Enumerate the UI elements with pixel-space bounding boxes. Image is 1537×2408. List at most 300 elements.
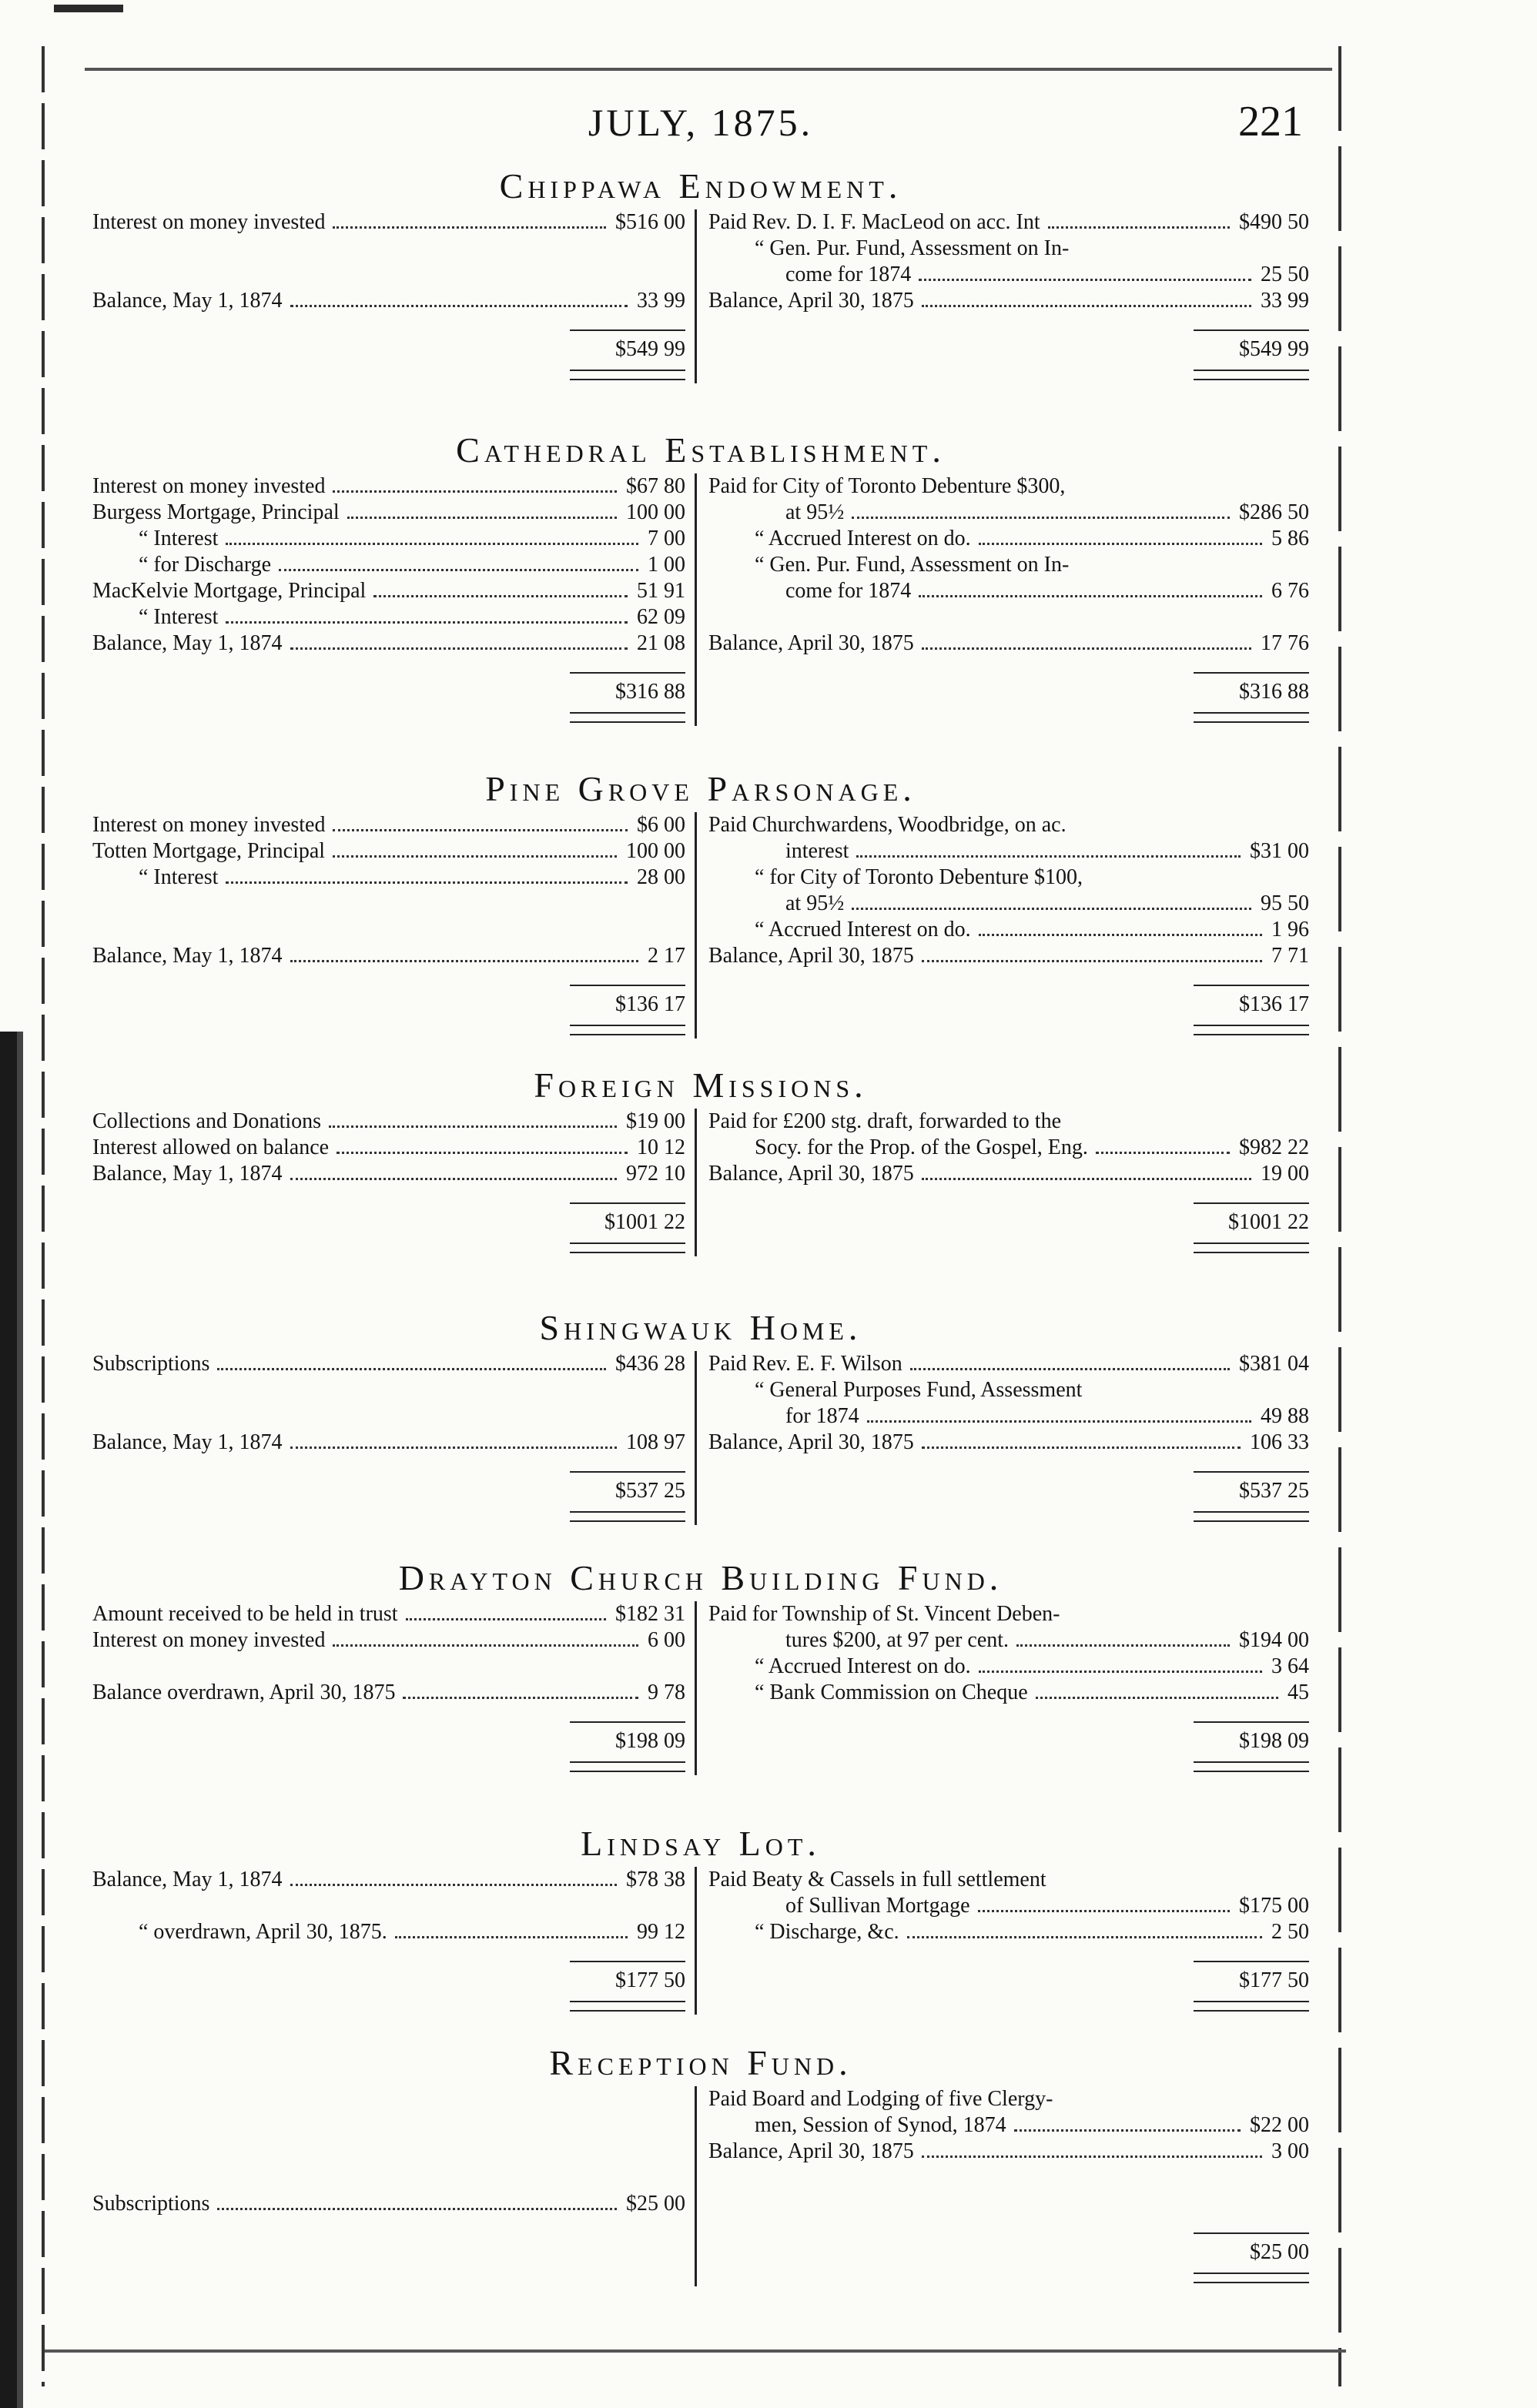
total-rule [570, 1471, 685, 1473]
entry-label: Balance, April 30, 1875 [708, 289, 914, 313]
entry-amount: 3 00 [1271, 2139, 1309, 2163]
entry-label: “ Interest [139, 527, 219, 550]
leader-dots [1014, 2129, 1241, 2132]
entry-label: Balance, April 30, 1875 [708, 631, 914, 655]
ledger-row [708, 1161, 1309, 1187]
entry-label: Totten Mortgage, Principal [92, 839, 326, 863]
entry-label: Paid Rev. D. I. F. MacLeod on acc. Int [708, 210, 1040, 234]
total-amount: $198 09 [1239, 1729, 1309, 1753]
entry-label: Amount received to be held in trust [92, 1602, 398, 1626]
ledger-row [708, 2112, 1309, 2139]
ledger-row [708, 1601, 1309, 1627]
ledger-row [708, 1430, 1309, 1456]
ledger-row [92, 473, 685, 500]
corner-mark [54, 5, 123, 12]
ledger-section [92, 163, 1309, 391]
section-columns [92, 1601, 1309, 1783]
debit-column [92, 1109, 685, 1264]
entry-amount: $67 80 [626, 474, 685, 498]
leader-dots [852, 517, 1230, 519]
entry-label: MacKelvie Mortgage, Principal [92, 579, 367, 603]
ledger-row [92, 812, 685, 838]
leader-dots [373, 595, 628, 597]
entry-label: come for 1874 [785, 579, 912, 603]
page-title: JULY, 1875. [588, 101, 814, 144]
total-rule [570, 1202, 685, 1204]
ledger-row [92, 1135, 685, 1161]
ledger-section [92, 2040, 1309, 2294]
section-title: Reception Fund. [549, 2043, 852, 2082]
entry-label: Balance, April 30, 1875 [708, 944, 914, 968]
leader-dots [333, 226, 606, 229]
entry-label: “ Gen. Pur. Fund, Assessment on In- [755, 553, 1070, 577]
entry-amount: 95 50 [1261, 891, 1309, 915]
section-total [570, 1721, 685, 1772]
leader-dots [406, 1618, 606, 1620]
ledger-section [92, 1062, 1309, 1264]
ledger-row [92, 2165, 685, 2191]
double-rule [1194, 2001, 1309, 2012]
bottom-border [45, 2349, 1346, 2353]
entry-label: Socy. for the Prop. of the Gospel, Eng. [755, 1135, 1088, 1159]
entry-label: Paid for £200 stg. draft, forwarded to the [708, 1109, 1061, 1133]
entry-label: “ overdrawn, April 30, 1875. [139, 1920, 387, 1944]
total-rule [1194, 672, 1309, 674]
leader-dots [333, 490, 617, 493]
entry-label: Balance, May 1, 1874 [92, 631, 283, 655]
entry-amount: $22 00 [1250, 2113, 1309, 2137]
entry-amount: $516 00 [615, 210, 685, 234]
ledger-row [92, 917, 685, 943]
leader-dots [1016, 1644, 1230, 1647]
entry-label: “ General Purposes Fund, Assessment [755, 1378, 1083, 1402]
section-columns [92, 1351, 1309, 1533]
section-total [1194, 1202, 1309, 1253]
entry-amount: $6 00 [637, 813, 685, 837]
total-amount: $537 25 [615, 1479, 685, 1503]
entry-amount: $286 50 [1239, 500, 1309, 524]
section-total [1194, 1961, 1309, 2012]
leader-dots [922, 647, 1251, 650]
total-rule [570, 1961, 685, 1962]
leader-dots [217, 2208, 617, 2210]
ledger-row [708, 1680, 1309, 1706]
ledger-section [92, 766, 1309, 1046]
ledger-row [92, 500, 685, 526]
entry-amount: 6 76 [1271, 579, 1309, 603]
entry-label: Collections and Donations [92, 1109, 322, 1133]
entry-label: “ Accrued Interest on do. [755, 1654, 971, 1678]
entry-label: “ Accrued Interest on do. [755, 527, 971, 550]
leader-dots [856, 855, 1241, 858]
ledger-row [92, 1627, 685, 1654]
entry-label: Balance, May 1, 1874 [92, 1868, 283, 1891]
entry-amount: 10 12 [637, 1135, 685, 1159]
entry-amount: 51 91 [637, 579, 685, 603]
entry-amount: 25 50 [1261, 263, 1309, 286]
leader-dots [979, 934, 1262, 936]
leader-dots [403, 1697, 638, 1699]
ledger-row [708, 1893, 1309, 1919]
ledger-row [92, 1377, 685, 1403]
entry-label: Balance overdrawn, April 30, 1875 [92, 1681, 396, 1704]
debit-column [92, 1601, 685, 1783]
double-rule [1194, 1025, 1309, 1035]
ledger-row [92, 1351, 685, 1377]
double-rule [570, 1025, 685, 1035]
leader-dots [910, 1368, 1230, 1370]
ledger-section [92, 1305, 1309, 1533]
entry-amount: $436 28 [615, 1352, 685, 1376]
total-rule [1194, 1721, 1309, 1723]
leader-dots [395, 1936, 628, 1938]
total-amount: $136 17 [1239, 992, 1309, 1016]
section-title: Foreign Missions. [534, 1065, 868, 1105]
entry-amount: 7 71 [1271, 944, 1309, 968]
entry-amount: 62 09 [637, 605, 685, 629]
entry-label: Paid Rev. E. F. Wilson [708, 1352, 902, 1376]
leader-dots [333, 1644, 638, 1647]
credit-column [708, 1109, 1309, 1264]
ledger-row [708, 2191, 1309, 2217]
double-rule [570, 1511, 685, 1522]
right-margin-rule [1338, 46, 1341, 2386]
entry-amount: $490 50 [1239, 210, 1309, 234]
entry-label: men, Session of Synod, 1874 [755, 2113, 1006, 2137]
entry-label: “ for City of Toronto Debenture $100, [755, 865, 1083, 889]
double-rule [570, 2001, 685, 2012]
double-rule [1194, 2273, 1309, 2283]
ledger-row [708, 578, 1309, 604]
leader-dots [867, 1420, 1251, 1423]
column-divider [695, 1867, 697, 2015]
entry-label: Paid Board and Lodging of five Clergy- [708, 2087, 1053, 2111]
ledger-row [92, 838, 685, 865]
ledger-row [92, 1654, 685, 1680]
ledger-row [92, 1601, 685, 1627]
entry-label: “ Interest [139, 865, 219, 889]
entry-label: Paid for City of Toronto Debenture $300, [708, 474, 1066, 498]
entry-amount: 100 00 [626, 500, 685, 524]
ledger-row [92, 630, 685, 657]
entry-amount: 45 [1288, 1681, 1309, 1704]
leader-dots [1036, 1697, 1278, 1699]
ledger-row [708, 1109, 1309, 1135]
credit-column [708, 209, 1309, 391]
debit-column [92, 209, 685, 391]
entry-amount: $194 00 [1239, 1628, 1309, 1652]
leader-dots [1048, 226, 1230, 229]
total-rule [570, 329, 685, 331]
entry-amount: 2 17 [648, 944, 685, 968]
entry-label: “ Accrued Interest on do. [755, 918, 971, 941]
entry-amount: $78 38 [626, 1868, 685, 1891]
entry-label: Paid Beaty & Cassels in full settlement [708, 1868, 1046, 1891]
entry-amount: 1 00 [648, 553, 685, 577]
entry-amount: 2 50 [1271, 1920, 1309, 1944]
entry-amount: 21 08 [637, 631, 685, 655]
total-rule [1194, 1961, 1309, 1962]
leader-dots [979, 1671, 1262, 1673]
total-rule [570, 985, 685, 986]
entry-amount: 3 64 [1271, 1654, 1309, 1678]
entry-amount: 17 76 [1261, 631, 1309, 655]
leader-dots [922, 1178, 1251, 1180]
entry-amount: 1 96 [1271, 918, 1309, 941]
leader-dots [226, 621, 628, 624]
ledger-row [92, 891, 685, 917]
section-title: Lindsay Lot. [581, 1824, 821, 1863]
ledger-row [92, 1403, 685, 1430]
leader-dots [907, 1936, 1262, 1938]
total-rule [1194, 985, 1309, 986]
entry-amount: 33 99 [1261, 289, 1309, 313]
ledger-row [92, 578, 685, 604]
debit-column [92, 812, 685, 1046]
leader-dots [290, 305, 628, 307]
debit-column [92, 1351, 685, 1533]
leader-dots [922, 960, 1262, 962]
entry-amount: 99 12 [637, 1920, 685, 1944]
ledger-row [708, 262, 1309, 288]
total-amount: $1001 22 [1228, 1210, 1309, 1234]
double-rule [1194, 1242, 1309, 1253]
leader-dots [978, 1910, 1230, 1912]
total-rule [1194, 2232, 1309, 2234]
leader-dots [329, 1125, 617, 1128]
column-divider [695, 1109, 697, 1256]
ledger-section [92, 1555, 1309, 1783]
section-total [1194, 1721, 1309, 1772]
ledger-row [708, 2086, 1309, 2112]
entry-amount: 9 78 [648, 1681, 685, 1704]
double-rule [1194, 370, 1309, 380]
entry-label: “ Bank Commission on Cheque [755, 1681, 1028, 1704]
top-border [85, 68, 1332, 71]
entry-label: interest [785, 839, 849, 863]
leader-dots [979, 543, 1262, 545]
total-amount: $177 50 [1239, 1968, 1309, 1992]
double-rule [1194, 1511, 1309, 1522]
ledger-row [92, 604, 685, 630]
total-amount: $316 88 [1239, 680, 1309, 704]
leader-dots [347, 517, 617, 519]
entry-label: Subscriptions [92, 1352, 210, 1376]
entry-amount: 100 00 [626, 839, 685, 863]
total-amount: $177 50 [615, 1968, 685, 1992]
debit-column [92, 2086, 685, 2294]
leader-dots [226, 543, 638, 545]
leader-dots [919, 279, 1251, 281]
entry-label: Interest allowed on balance [92, 1135, 330, 1159]
ledger-row [92, 865, 685, 891]
double-rule [570, 712, 685, 723]
ledger-row [92, 1893, 685, 1919]
entry-label: Paid Churchwardens, Woodbridge, on ac. [708, 813, 1067, 837]
entry-label: Balance, May 1, 1874 [92, 289, 283, 313]
section-total [570, 1202, 685, 1253]
ledger-row [708, 943, 1309, 969]
entry-label: Subscriptions [92, 2192, 210, 2216]
section-total [1194, 672, 1309, 723]
entry-amount: $381 04 [1239, 1352, 1309, 1376]
entry-label: Balance, April 30, 1875 [708, 1162, 914, 1186]
ledger-row [92, 2112, 685, 2139]
ledger-row [92, 1430, 685, 1456]
ledger-row [92, 209, 685, 236]
page-header [92, 91, 1309, 152]
column-divider [695, 1351, 697, 1525]
entry-label: Burgess Mortgage, Principal [92, 500, 340, 524]
section-columns [92, 209, 1309, 391]
leader-dots [1096, 1152, 1230, 1154]
ledger-row [92, 943, 685, 969]
ledger-row [92, 1161, 685, 1187]
entry-amount: 106 33 [1250, 1430, 1309, 1454]
leader-dots [922, 305, 1251, 307]
section-total [1194, 2232, 1309, 2283]
section-title: Drayton Church Building Fund. [398, 1558, 1003, 1597]
entry-label: of Sullivan Mortgage [785, 1894, 970, 1918]
entry-label: Balance, May 1, 1874 [92, 1162, 283, 1186]
leader-dots [290, 960, 638, 962]
entry-amount: $19 00 [626, 1109, 685, 1133]
entry-label: Balance, April 30, 1875 [708, 2139, 914, 2163]
leader-dots [922, 1446, 1241, 1449]
ledger-row [92, 526, 685, 552]
leader-dots [333, 829, 628, 831]
binding-edge [0, 1032, 35, 2408]
ledger-row [708, 838, 1309, 865]
entry-label: Interest on money invested [92, 1628, 326, 1652]
ledger-row [92, 1867, 685, 1893]
ledger-row [92, 236, 685, 262]
credit-column [708, 2086, 1309, 2294]
column-divider [695, 209, 697, 383]
ledger-row [708, 1654, 1309, 1680]
double-rule [570, 1242, 685, 1253]
section-total [570, 1471, 685, 1522]
entry-label: Interest on money invested [92, 210, 326, 234]
left-margin-rule [42, 46, 45, 2386]
entry-label: “ Gen. Pur. Fund, Assessment on In- [755, 236, 1070, 260]
entry-amount: 19 00 [1261, 1162, 1309, 1186]
section-title: Shingwauk Home. [539, 1308, 862, 1347]
ledger-row [708, 209, 1309, 236]
entry-label: for 1874 [785, 1404, 859, 1428]
column-divider [695, 812, 697, 1038]
entry-label: at 95½ [785, 891, 845, 915]
entry-label: come for 1874 [785, 263, 912, 286]
entry-label: Balance, April 30, 1875 [708, 1430, 914, 1454]
entry-label: Paid for Township of St. Vincent Deben- [708, 1602, 1060, 1626]
section-columns [92, 1109, 1309, 1264]
total-amount: $537 25 [1239, 1479, 1309, 1503]
entry-amount: 28 00 [637, 865, 685, 889]
total-amount: $136 17 [615, 992, 685, 1016]
double-rule [570, 370, 685, 380]
ledger-row [708, 1135, 1309, 1161]
leader-dots [919, 595, 1262, 597]
entry-label: “ for Discharge [139, 553, 272, 577]
entry-label: tures $200, at 97 per cent. [785, 1628, 1010, 1652]
ledger-section [92, 427, 1309, 734]
section-columns [92, 2086, 1309, 2294]
entry-amount: $182 31 [615, 1602, 685, 1626]
credit-column [708, 1601, 1309, 1783]
entry-label: “ Interest [139, 605, 219, 629]
ledger-row [92, 1919, 685, 1945]
ledger-row [92, 262, 685, 288]
entry-amount: $175 00 [1239, 1894, 1309, 1918]
total-rule [570, 672, 685, 674]
section-total [1194, 329, 1309, 380]
ledger-row [708, 552, 1309, 578]
credit-column [708, 1867, 1309, 2022]
leader-dots [333, 855, 617, 858]
ledger-row [92, 2139, 685, 2165]
leader-dots [337, 1152, 628, 1154]
section-columns [92, 473, 1309, 734]
total-rule [1194, 1202, 1309, 1204]
debit-column [92, 473, 685, 734]
ledger-row [708, 604, 1309, 630]
double-rule [1194, 1761, 1309, 1772]
leader-dots [290, 1446, 617, 1449]
section-total [1194, 985, 1309, 1035]
leader-dots [217, 1368, 606, 1370]
leader-dots [852, 908, 1251, 910]
ledger-section [92, 1821, 1309, 2022]
entry-label: at 95½ [785, 500, 845, 524]
total-rule [570, 1721, 685, 1723]
section-title: Chippawa Endowment. [499, 166, 902, 206]
ledger-row [708, 473, 1309, 500]
ledger-row [708, 891, 1309, 917]
section-total [1194, 1471, 1309, 1522]
entry-label: Balance, May 1, 1874 [92, 1430, 283, 1454]
credit-column [708, 1351, 1309, 1533]
total-amount: $549 99 [615, 337, 685, 361]
double-rule [1194, 712, 1309, 723]
leader-dots [922, 2155, 1262, 2158]
ledger-row [708, 812, 1309, 838]
column-divider [695, 1601, 697, 1775]
entry-amount: $31 00 [1250, 839, 1309, 863]
entry-amount: 108 97 [626, 1430, 685, 1454]
ledger-row [92, 2191, 685, 2217]
entry-amount: $25 00 [626, 2192, 685, 2216]
entry-amount: 6 00 [648, 1628, 685, 1652]
column-divider [695, 2086, 697, 2286]
ledger-row [708, 2165, 1309, 2191]
entry-amount: $982 22 [1239, 1135, 1309, 1159]
leader-dots [279, 569, 638, 571]
ledger-row [708, 1627, 1309, 1654]
entry-label: Interest on money invested [92, 474, 326, 498]
leader-dots [290, 1884, 617, 1886]
ledger-row [92, 2086, 685, 2112]
double-rule [570, 1761, 685, 1772]
ledger-row [708, 1919, 1309, 1945]
debit-column [92, 1867, 685, 2022]
section-title: Cathedral Establishment. [456, 430, 946, 470]
ledger-row [708, 630, 1309, 657]
entry-label: Balance, May 1, 1874 [92, 944, 283, 968]
ledger-row [708, 288, 1309, 314]
ledger-row [92, 1680, 685, 1706]
leader-dots [290, 647, 628, 650]
